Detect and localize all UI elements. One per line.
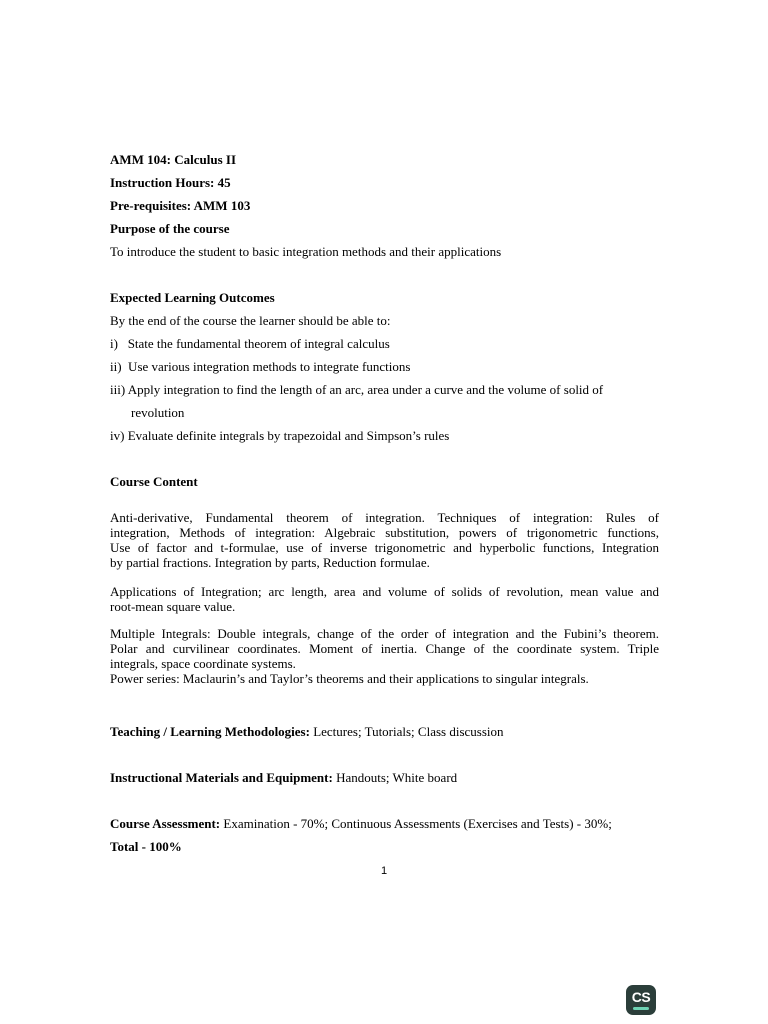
paragraph-line: Use of factor and t-formulae, use of inverse trigonometric and hyperbolic functions, Integration xyxy=(110,540,659,555)
course-assessment xyxy=(110,816,612,832)
paragraph-line: integrals, space coordinate systems. xyxy=(110,656,296,671)
instructional-materials xyxy=(110,770,457,786)
outcome-item: iii) Apply integration to find the length of an arc, area under a curve and the volume of solid of xyxy=(110,382,604,397)
prerequisites: Pre-requisites: AMM 103 xyxy=(110,198,251,213)
paragraph-line: Applications of Integration; arc length, area and volume of solids of revolution, mean value and xyxy=(110,584,659,599)
purpose-text: To introduce the student to basic integration methods and their applications xyxy=(110,244,502,259)
outcomes-heading: Expected Learning Outcomes xyxy=(110,290,275,305)
course-code: AMM 104: Calculus II xyxy=(110,152,237,167)
instruction-hours: Instruction Hours: 45 xyxy=(110,175,231,190)
paragraph-line: Power series: Maclaurin’s and Taylor’s theorems and their applications to singular integrals. xyxy=(110,671,589,686)
paragraph-line: by partial fractions. Integration by parts, Reduction formulae. xyxy=(110,555,430,570)
materials-label: Instructional Materials and Equipment: xyxy=(110,770,333,785)
outcome-item: i) State the fundamental theorem of integral calculus xyxy=(110,336,390,351)
paragraph-line: Anti-derivative, Fundamental theorem of integration. Techniques of integration: Rules of xyxy=(110,510,659,525)
teaching-methodologies xyxy=(110,724,504,740)
assessment-value: Examination - 70%; Continuous Assessments (Exercises and Tests) - 30%; xyxy=(220,816,612,831)
content-paragraph-applications xyxy=(110,584,659,614)
materials-value: Handouts; White board xyxy=(332,770,458,785)
content-paragraph-multiple-integrals xyxy=(110,626,659,686)
outcome-item: ii) Use various integration methods to integrate functions xyxy=(110,359,411,374)
paragraph-line: Multiple Integrals: Double integrals, change of the order of integration and the Fubini’s theorem. xyxy=(110,626,659,641)
camscanner-logo-bar xyxy=(633,1007,649,1010)
paragraph-line: integration, Methods of integration: Algebraic substitution, powers of trigonometric functions, xyxy=(110,525,659,540)
teaching-label: Teaching / Learning Methodologies: xyxy=(110,724,310,739)
teaching-value: Lectures; Tutorials; Class discussion xyxy=(309,724,504,739)
assessment-total: Total - 100% xyxy=(110,839,182,854)
assessment-label: Course Assessment: xyxy=(110,816,221,831)
course-content-heading: Course Content xyxy=(110,474,198,489)
content-paragraph-techniques xyxy=(110,510,659,570)
purpose-heading: Purpose of the course xyxy=(110,221,230,236)
camscanner-logo-text: CS xyxy=(631,989,651,1005)
outcomes-intro: By the end of the course the learner should be able to: xyxy=(110,313,391,328)
page-number: 1 xyxy=(380,865,388,877)
outcome-item-continuation: revolution xyxy=(131,405,185,420)
paragraph-line: Polar and curvilinear coordinates. Moment of inertia. Change of the coordinate system. Triple xyxy=(110,641,659,656)
paragraph-line: root-mean square value. xyxy=(110,599,236,614)
camscanner-logo xyxy=(626,985,656,1015)
outcome-item: iv) Evaluate definite integrals by trapezoidal and Simpson’s rules xyxy=(110,428,450,443)
